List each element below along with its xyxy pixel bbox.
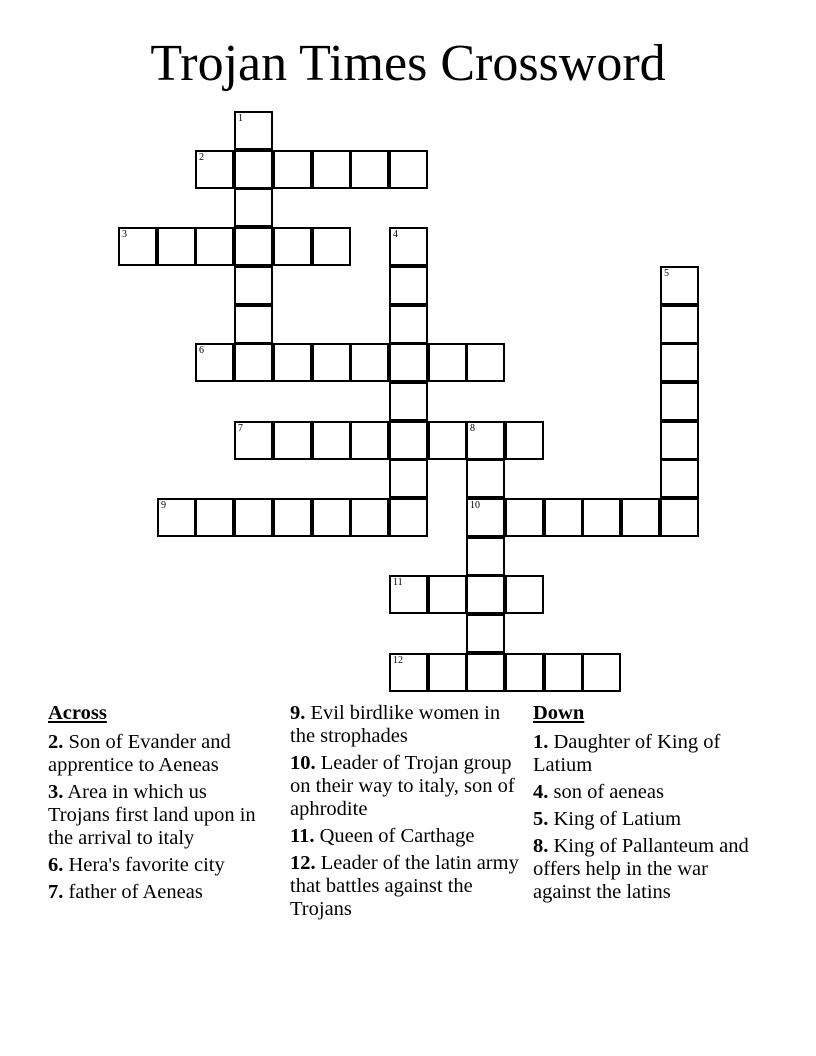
clue-item-number: 8. [533, 835, 549, 857]
down-heading: Down [533, 702, 585, 724]
grid-cell[interactable] [466, 459, 505, 498]
grid-cell[interactable] [195, 343, 234, 382]
grid-cell[interactable] [466, 498, 505, 537]
across-clue-list-continued [290, 702, 525, 921]
grid-cell[interactable] [389, 343, 428, 382]
grid-cell[interactable] [312, 421, 351, 460]
clue-item [533, 781, 758, 804]
clue-item-number: 7. [48, 881, 64, 903]
grid-cell[interactable] [428, 653, 467, 692]
grid-cell[interactable] [195, 498, 234, 537]
clue-item [533, 835, 758, 904]
across-clues-column [48, 702, 270, 908]
grid-cell[interactable] [273, 343, 312, 382]
grid-cell[interactable] [273, 421, 312, 460]
grid-cell[interactable] [428, 421, 467, 460]
clue-number: 2 [199, 152, 204, 163]
grid-cell[interactable] [195, 227, 234, 266]
grid-cell[interactable] [582, 498, 621, 537]
clue-item [48, 854, 270, 877]
grid-cell[interactable] [195, 150, 234, 189]
across-clue-list [48, 731, 270, 904]
clue-item-text: father of Aeneas [63, 881, 203, 903]
grid-cell[interactable] [466, 653, 505, 692]
down-clues-column [533, 702, 758, 908]
clue-item-number: 4. [533, 781, 549, 803]
grid-cell[interactable] [350, 498, 389, 537]
clue-item-number: 2. [48, 731, 64, 753]
grid-cell[interactable] [660, 498, 699, 537]
clue-number: 10 [470, 500, 480, 511]
clue-number: 5 [664, 268, 669, 279]
grid-cell[interactable] [428, 343, 467, 382]
clue-item-number: 11. [290, 825, 315, 847]
across-clues-continued-column [290, 702, 525, 925]
clue-item [290, 852, 525, 921]
grid-cell[interactable] [234, 150, 273, 189]
grid-cell[interactable] [544, 653, 583, 692]
grid-cell[interactable] [312, 498, 351, 537]
grid-cell[interactable] [389, 421, 428, 460]
grid-cell[interactable] [466, 537, 505, 576]
across-heading: Across [48, 702, 107, 724]
clue-item-text: King of Latium [548, 808, 682, 830]
grid-cell[interactable] [234, 498, 273, 537]
grid-cell[interactable] [273, 498, 312, 537]
grid-cell[interactable] [350, 150, 389, 189]
grid-cell[interactable] [350, 343, 389, 382]
clue-number: 4 [393, 229, 398, 240]
grid-cell[interactable] [505, 498, 544, 537]
clue-item-text: Leader of Trojan group on their way to italy, son of aphrodite [290, 752, 515, 820]
clue-item-text: Hera's favorite city [63, 854, 225, 876]
clue-item-number: 10. [290, 752, 316, 774]
clue-item-text: Area in which us Trojans first land upon in the arrival to italy [48, 781, 256, 849]
grid-cell[interactable] [621, 498, 660, 537]
grid-cell[interactable] [273, 227, 312, 266]
clue-item [48, 881, 270, 904]
grid-cell[interactable] [389, 498, 428, 537]
clue-item-number: 3. [48, 781, 64, 803]
grid-cell[interactable] [582, 653, 621, 692]
grid-cell[interactable] [157, 498, 196, 537]
grid-cell[interactable] [389, 227, 428, 266]
grid-cell[interactable] [157, 227, 196, 266]
grid-cell[interactable] [234, 188, 273, 227]
clue-item [290, 825, 525, 848]
clue-item-number: 9. [290, 702, 306, 724]
grid-cell[interactable] [660, 382, 699, 421]
grid-cell[interactable] [234, 266, 273, 305]
clue-item-text: Son of Evander and apprentice to Aeneas [48, 731, 231, 776]
page-title: Trojan Times Crossword [150, 35, 666, 92]
grid-cell[interactable] [660, 343, 699, 382]
grid-cell[interactable] [234, 111, 273, 150]
grid-cell[interactable] [660, 459, 699, 498]
clue-item-text: King of Pallanteum and offers help in the war against the latins [533, 835, 749, 903]
clue-item [533, 808, 758, 831]
grid-cell[interactable] [312, 150, 351, 189]
clue-item-text: son of aeneas [548, 781, 664, 803]
grid-cell[interactable] [428, 575, 467, 614]
grid-cell[interactable] [466, 575, 505, 614]
clue-item-number: 1. [533, 731, 549, 753]
clue-number: 9 [161, 500, 166, 511]
grid-cell[interactable] [389, 150, 428, 189]
clue-number: 7 [238, 423, 243, 434]
grid-cell[interactable] [505, 575, 544, 614]
clue-item-number: 12. [290, 852, 316, 874]
clue-item [48, 731, 270, 777]
grid-cell[interactable] [660, 266, 699, 305]
clue-item [290, 702, 525, 748]
grid-cell[interactable] [544, 498, 583, 537]
grid-cell[interactable] [660, 305, 699, 344]
grid-cell[interactable] [505, 653, 544, 692]
clue-item-text: Evil birdlike women in the strophades [290, 702, 501, 747]
grid-cell[interactable] [312, 227, 351, 266]
clue-number: 1 [238, 113, 243, 124]
clue-item-number: 6. [48, 854, 64, 876]
grid-cell[interactable] [234, 421, 273, 460]
clue-item-number: 5. [533, 808, 549, 830]
grid-cell[interactable] [660, 421, 699, 460]
clue-item [533, 731, 758, 777]
grid-cell[interactable] [350, 421, 389, 460]
grid-cell[interactable] [505, 421, 544, 460]
clue-item-text: Leader of the latin army that battles against the Trojans [290, 852, 519, 920]
grid-cell[interactable] [234, 305, 273, 344]
clue-number: 3 [122, 229, 127, 240]
down-clue-list [533, 731, 758, 904]
clue-item-text: Queen of Carthage [314, 825, 475, 847]
grid-cell[interactable] [312, 343, 351, 382]
clue-number: 11 [393, 577, 403, 588]
grid-cell[interactable] [118, 227, 157, 266]
grid-cell[interactable] [389, 382, 428, 421]
clue-item-text: Daughter of King of Latium [533, 731, 721, 776]
grid-cell[interactable] [389, 575, 428, 614]
grid-cell[interactable] [234, 343, 273, 382]
grid-cell[interactable] [389, 305, 428, 344]
clue-item [48, 781, 270, 850]
grid-cell[interactable] [389, 653, 428, 692]
clue-number: 6 [199, 345, 204, 356]
clue-number: 8 [470, 423, 475, 434]
grid-cell[interactable] [466, 614, 505, 653]
clue-number: 12 [393, 655, 403, 666]
grid-cell[interactable] [273, 150, 312, 189]
grid-cell[interactable] [234, 227, 273, 266]
grid-cell[interactable] [389, 459, 428, 498]
grid-cell[interactable] [466, 421, 505, 460]
grid-cell[interactable] [389, 266, 428, 305]
grid-cell[interactable] [466, 343, 505, 382]
clue-item [290, 752, 525, 821]
